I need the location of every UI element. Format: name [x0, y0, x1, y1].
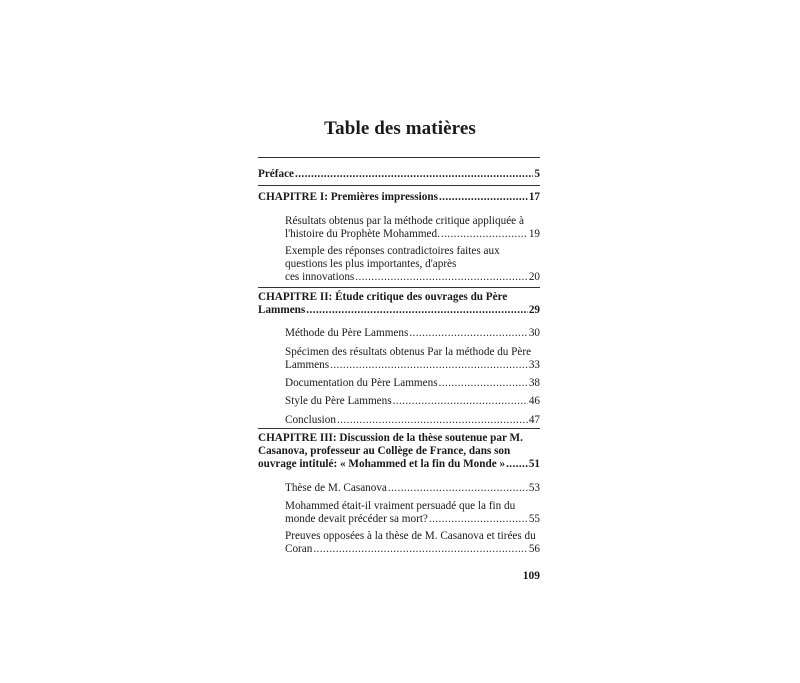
toc-entry-section: [285, 395, 540, 408]
toc-entry-section: [285, 377, 540, 390]
leader-dots: [429, 513, 528, 526]
entry-title-start: Mohammed était-il vraiment persuadé que la fin du: [285, 500, 516, 512]
leader-dots: [355, 271, 528, 284]
entry-title: Thèse de M. Casanova: [285, 482, 387, 494]
entry-title-start: Preuves opposées à la thèse de M. Casanova et tirées du: [285, 530, 536, 542]
entry-title: Lammens: [258, 304, 306, 316]
entry-page: 38: [528, 377, 540, 389]
entry-page: 29: [528, 304, 540, 316]
entry-page: 51: [528, 458, 540, 470]
entry-title: Style du Père Lammens: [285, 395, 392, 407]
entry-title: Méthode du Père Lammens: [285, 327, 409, 339]
leader-dots: [330, 359, 528, 372]
leader-dots: [337, 414, 528, 427]
toc-line: [285, 513, 540, 526]
divider: [258, 157, 540, 158]
entry-page: 20: [528, 271, 540, 283]
entry-title: l'histoire du Prophète Mohammed.: [285, 228, 440, 240]
entry-title: Documentation du Père Lammens: [285, 377, 438, 389]
entry-page: 33: [528, 359, 540, 371]
leader-dots: [295, 168, 533, 181]
toc-line: [285, 359, 540, 372]
divider: [258, 287, 540, 288]
toc-line: [285, 482, 540, 495]
toc-entry-section: [285, 327, 540, 340]
entry-title: Lammens: [285, 359, 330, 371]
toc-entry-section: [285, 500, 540, 526]
toc-line: [258, 168, 540, 181]
toc-page: [258, 0, 542, 683]
toc-line: [285, 228, 540, 241]
entry-title: CHAPITRE I: Premières impressions: [258, 191, 438, 203]
toc-entry-chapter-1: [258, 191, 540, 204]
toc-line: [258, 458, 540, 471]
entry-page: 55: [528, 513, 540, 525]
toc-line: [258, 191, 540, 204]
toc-entry-chapter-3: [258, 432, 540, 471]
entry-title: Coran: [285, 543, 313, 555]
entry-page: 5: [534, 168, 540, 180]
toc-line: [258, 304, 540, 317]
leader-dots: [439, 191, 528, 204]
entry-page: 46: [528, 395, 540, 407]
entry-title: Préface: [258, 168, 295, 180]
toc-line: [285, 271, 540, 284]
toc-entry-section: [285, 414, 540, 427]
toc-entry-chapter-2: [258, 291, 540, 317]
toc-entry-section: [285, 346, 540, 372]
entry-page: 53: [528, 482, 540, 494]
entry-title: monde devait précéder sa mort?: [285, 513, 428, 525]
entry-title-start: CHAPITRE II: Étude critique des ouvrages du Père: [258, 291, 508, 303]
page-title: Table des matières: [324, 118, 476, 139]
toc-entry-preface: [258, 168, 540, 181]
leader-dots: [441, 228, 528, 241]
entry-page: 30: [528, 327, 540, 339]
leader-dots: [313, 543, 527, 556]
leader-dots: [439, 377, 528, 390]
entry-title: ouvrage intitulé: « Mohammed et la fin du Monde »: [258, 458, 506, 470]
entry-page: 56: [528, 543, 540, 555]
toc-line: [285, 377, 540, 390]
page-number: 109: [522, 570, 540, 582]
toc-entry-section: [285, 215, 540, 241]
leader-dots: [388, 482, 528, 495]
toc-entry-section: [285, 482, 540, 495]
entry-page: 47: [528, 414, 540, 426]
entry-page: 19: [528, 228, 540, 240]
entry-title-start: CHAPITRE III: Discussion de la thèse soutenue par M. Casanova, professeur au Collège de France, dans son: [258, 432, 523, 457]
divider: [258, 185, 540, 186]
entry-title-start: Résultats obtenus par la méthode critique appliquée à: [285, 215, 524, 227]
leader-dots: [409, 327, 527, 340]
toc-line: [285, 395, 540, 408]
entry-page: 17: [528, 191, 540, 203]
leader-dots: [506, 458, 528, 471]
toc-line: [285, 543, 540, 556]
divider: [258, 428, 540, 429]
toc-entry-section: [285, 245, 540, 284]
toc-line: [285, 414, 540, 427]
toc-line: [285, 327, 540, 340]
toc-entry-section: [285, 530, 540, 556]
leader-dots: [393, 395, 528, 408]
entry-title-start: Spécimen des résultats obtenus Par la méthode du Père: [285, 346, 532, 358]
entry-title-start: Exemple des réponses contradictoires faites aux questions les plus importantes, d'après: [285, 245, 500, 270]
leader-dots: [306, 304, 528, 317]
entry-title: Conclusion: [285, 414, 336, 426]
entry-title: ces innovations: [285, 271, 355, 283]
